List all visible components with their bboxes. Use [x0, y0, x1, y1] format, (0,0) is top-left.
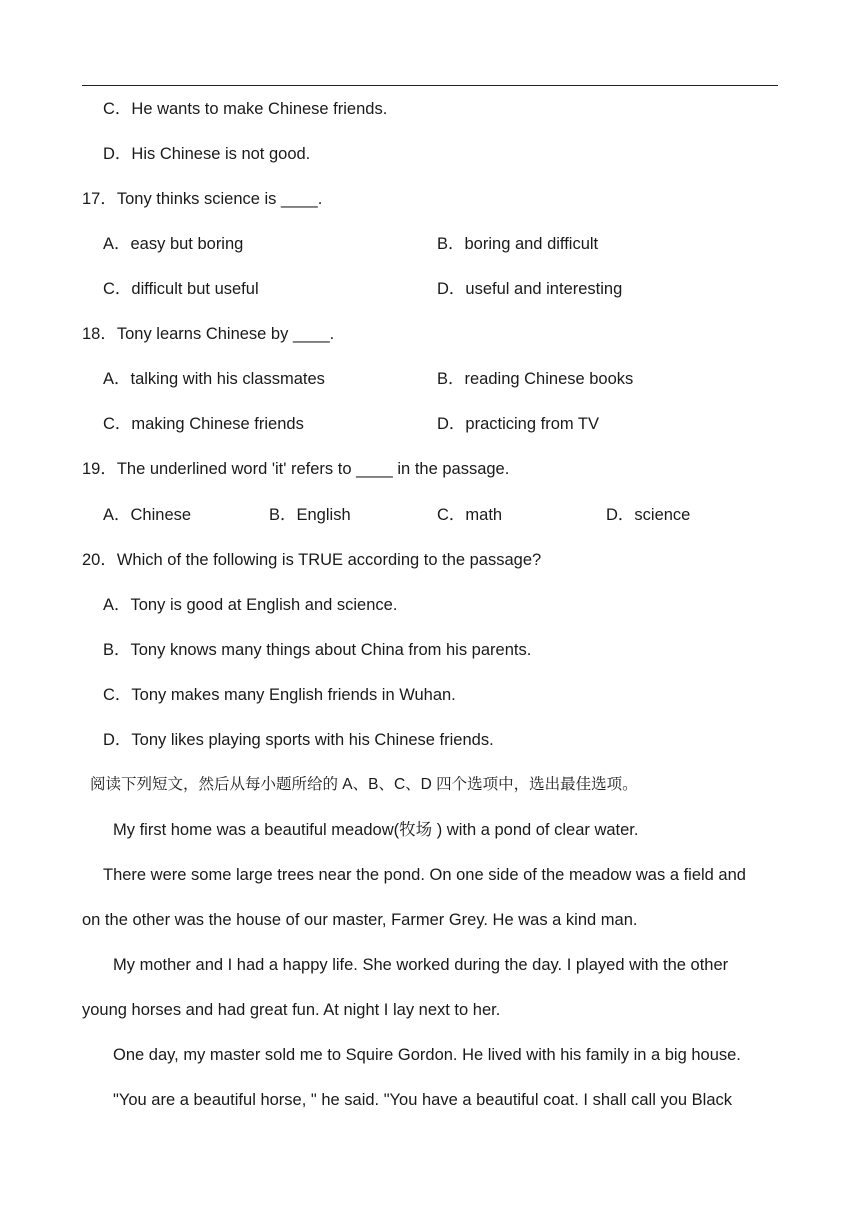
q17-option-c: C．difficult but useful — [103, 280, 259, 298]
passage-line-4: My mother and I had a happy life. She worked during the day. I played with the other — [113, 956, 729, 974]
q20-option-b: B．Tony knows many things about China from his parents. — [103, 641, 532, 659]
passage-line-1: My first home was a beautiful meadow(牧场 ) with a pond of clear water. — [113, 821, 639, 839]
passage-line-6: One day, my master sold me to Squire Gordon. He lived with his family in a big house. — [113, 1046, 741, 1064]
header-rule — [82, 85, 778, 86]
q18-option-c: C．making Chinese friends — [103, 415, 304, 433]
q19-option-c: C．math — [437, 506, 503, 524]
q19-option-b: B．English — [269, 506, 351, 524]
q20-stem: 20．Which of the following is TRUE according to the passage? — [82, 551, 542, 569]
passage-line-2: There were some large trees near the pond. On one side of the meadow was a field and — [103, 866, 746, 884]
q18-stem: 18．Tony learns Chinese by ____. — [82, 325, 335, 343]
q17-option-b: B．boring and difficult — [437, 235, 599, 253]
q17-option-d: D．useful and interesting — [437, 280, 623, 298]
q16-option-c: C．He wants to make Chinese friends. — [103, 100, 388, 118]
q20-option-d: D．Tony likes playing sports with his Chinese friends. — [103, 731, 494, 749]
q18-option-d: D．practicing from TV — [437, 415, 599, 433]
q16-option-d: D．His Chinese is not good. — [103, 145, 311, 163]
section-instruction: 阅读下列短文，然后从每小题所给的 A、B、C、D 四个选项中，选出最佳选项。 — [90, 776, 638, 793]
passage-line-7: "You are a beautiful horse, " he said. "You have a beautiful coat. I shall call you Black — [113, 1091, 732, 1109]
q20-option-c: C．Tony makes many English friends in Wuhan. — [103, 686, 456, 704]
passage-line-5: young horses and had great fun. At night I lay next to her. — [82, 1001, 501, 1019]
q19-stem: 19．The underlined word 'it' refers to ____ in the passage. — [82, 460, 510, 478]
q19-option-a: A．Chinese — [103, 506, 192, 524]
q18-option-b: B．reading Chinese books — [437, 370, 634, 388]
passage-line-3: on the other was the house of our master, Farmer Grey. He was a kind man. — [82, 911, 638, 929]
q19-option-d: D．science — [606, 506, 691, 524]
q17-option-a: A．easy but boring — [103, 235, 244, 253]
q17-stem: 17．Tony thinks science is ____. — [82, 190, 323, 208]
q20-option-a: A．Tony is good at English and science. — [103, 596, 398, 614]
q18-option-a: A．talking with his classmates — [103, 370, 325, 388]
